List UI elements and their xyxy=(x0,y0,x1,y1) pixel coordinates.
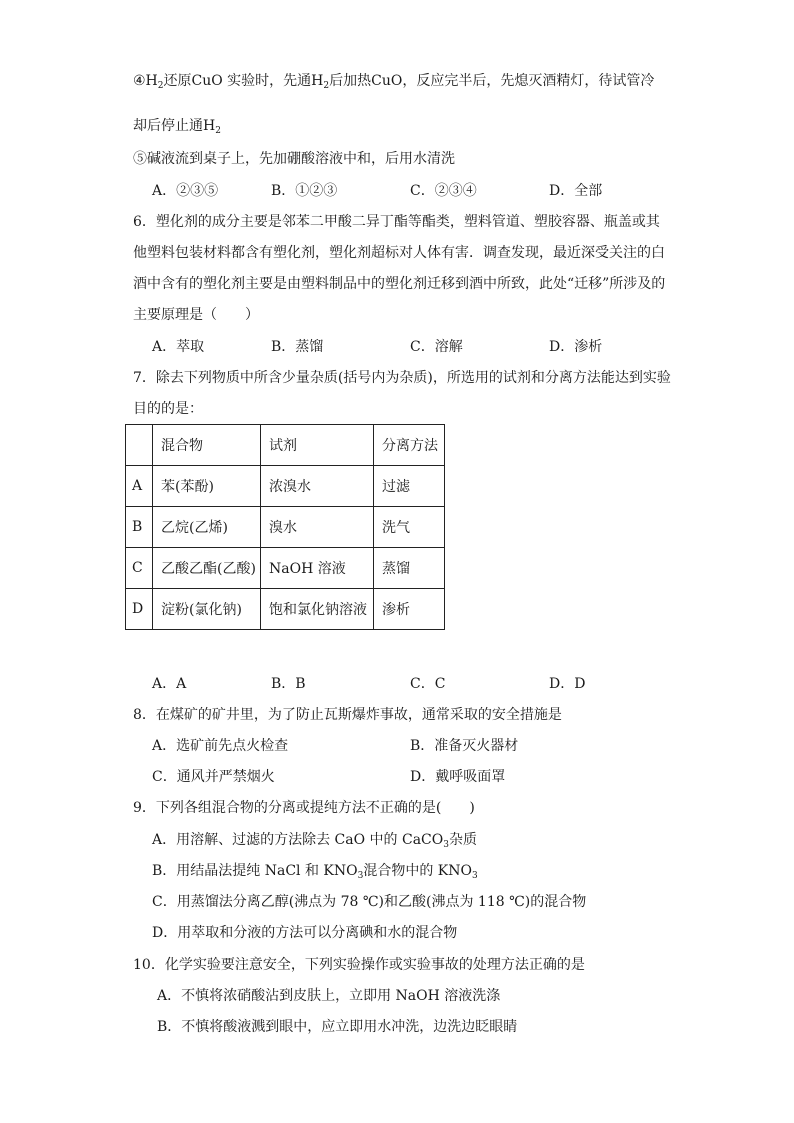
q9-option-a[interactable]: A．用溶解、过滤的方法除去 CaO 中的 CaCO$_3$杂质 xyxy=(152,832,477,850)
q10-option-b[interactable]: B．不慎将酸液溅到眼中，应立即用水冲洗，边洗边眨眼睛 xyxy=(157,1019,518,1035)
q10-option-a[interactable]: A．不慎将浓硝酸沾到皮肤上，立即用 NaOH 溶液洗涤 xyxy=(157,988,501,1004)
table-cell: 饱和氯化钠溶液 xyxy=(261,589,374,630)
table-cell: C xyxy=(126,548,153,589)
q9-stem: 9．下列各组混合物的分离或提纯方法不正确的是( ) xyxy=(133,800,475,816)
table-header-cell: 试剂 xyxy=(261,425,374,466)
table-header-cell: 混合物 xyxy=(153,425,261,466)
q6-option-a[interactable]: A．萃取 xyxy=(152,339,205,355)
table-header-cell: 分离方法 xyxy=(374,425,445,466)
table-cell: A xyxy=(126,466,153,507)
q6-option-d[interactable]: D．渗析 xyxy=(549,339,603,355)
q5-item4-line2: 却后停止通$H_2$ xyxy=(133,118,221,136)
table-cell: B xyxy=(126,507,153,548)
table-cell: NaOH 溶液 xyxy=(261,548,374,589)
subscript: 2 xyxy=(157,81,164,91)
table-cell: 蒸馏 xyxy=(374,548,445,589)
subscript: 3 xyxy=(357,871,364,881)
q5-item4-line1: $④H_2$还原CuO 实验时，先通$H_2$后加热CuO，反应完半后，先熄灭酒精灯，待试管冷 xyxy=(133,73,655,91)
q8-option-d[interactable]: D．戴呼吸面罩 xyxy=(410,769,506,785)
q7-stem-line1: 7．除去下列物质中所含少量杂质(括号内为杂质)，所选用的试剂和分离方法能达到实验 xyxy=(133,370,671,386)
q8-option-a[interactable]: A．选矿前先点火检查 xyxy=(152,738,289,754)
table-header-row xyxy=(126,425,445,466)
q10-stem: 10．化学实验要注意安全，下列实验操作或实验事故的处理方法正确的是 xyxy=(133,957,585,973)
q7-option-c[interactable]: C．C xyxy=(410,676,446,692)
q8-option-c[interactable]: C．通风并严禁烟火 xyxy=(152,769,275,785)
subscript: 3 xyxy=(443,840,449,850)
q5-option-b[interactable]: B．①②③ xyxy=(271,183,338,199)
q6-option-b[interactable]: B．蒸馏 xyxy=(271,339,324,355)
q6-stem-line2: 他塑料包装材料都含有塑化剂，塑化剂超标对人体有害．调查发现，最近深受关注的白 xyxy=(133,245,665,261)
table-row xyxy=(126,589,445,630)
q5-option-c[interactable]: C．②③④ xyxy=(410,183,477,199)
q7-option-b[interactable]: B．B xyxy=(271,676,306,692)
table-cell: D xyxy=(126,589,153,630)
table-cell: 乙烷(乙烯) xyxy=(153,507,261,548)
table-cell: 洗气 xyxy=(374,507,445,548)
table-cell: 淀粉(氯化钠) xyxy=(153,589,261,630)
subscript: 2 xyxy=(215,126,221,136)
q7-stem-line2: 目的的是： xyxy=(133,401,203,417)
q6-stem-line4: 主要原理是（ ） xyxy=(133,307,259,323)
table-cell: 渗析 xyxy=(374,589,445,630)
table-cell: 苯(苯酚) xyxy=(153,466,261,507)
q6-stem-line3: 酒中含有的塑化剂主要是由塑料制品中的塑化剂迁移到酒中所致，此处“迁移”所涉及的 xyxy=(133,276,666,292)
q9-option-d[interactable]: D．用萃取和分液的方法可以分离碘和水的混合物 xyxy=(152,925,458,941)
q8-stem: 8．在煤矿的矿井里，为了防止瓦斯爆炸事故，通常采取的安全措施是 xyxy=(133,707,562,723)
q7-option-a[interactable]: A．A xyxy=(152,676,187,692)
q8-option-b[interactable]: B．准备灭火器材 xyxy=(410,738,519,754)
q5-item5: ⑤碱液流到桌子上，先加硼酸溶液中和，后用水清洗 xyxy=(133,151,455,167)
q5-option-d[interactable]: D．全部 xyxy=(549,183,603,199)
q9-option-c[interactable]: C．用蒸馏法分离乙醇(沸点为 78 ℃)和乙酸(沸点为 118 ℃)的混合物 xyxy=(152,894,587,910)
table-row xyxy=(126,548,445,589)
q9-option-b[interactable]: B．用结晶法提纯 NaCl 和 $KNO_3$混合物中的 $KNO_3$ xyxy=(152,863,478,881)
table-header-cell xyxy=(126,425,153,466)
subscript: 3 xyxy=(472,871,478,881)
q7-table xyxy=(125,424,445,630)
table-row xyxy=(126,466,445,507)
q6-option-c[interactable]: C．溶解 xyxy=(410,339,463,355)
q7-option-d[interactable]: D．D xyxy=(549,676,586,692)
table-cell: 过滤 xyxy=(374,466,445,507)
table-cell: 浓溴水 xyxy=(261,466,374,507)
table-cell: 乙酸乙酯(乙酸) xyxy=(153,548,261,589)
table-cell: 溴水 xyxy=(261,507,374,548)
subscript: 2 xyxy=(323,81,330,91)
table-row xyxy=(126,507,445,548)
q6-stem-line1: 6．塑化剂的成分主要是邻苯二甲酸二异丁酯等酯类，塑料管道、塑胶容器、瓶盖或其 xyxy=(133,214,660,230)
q5-option-a[interactable]: A．②③⑤ xyxy=(152,183,219,199)
